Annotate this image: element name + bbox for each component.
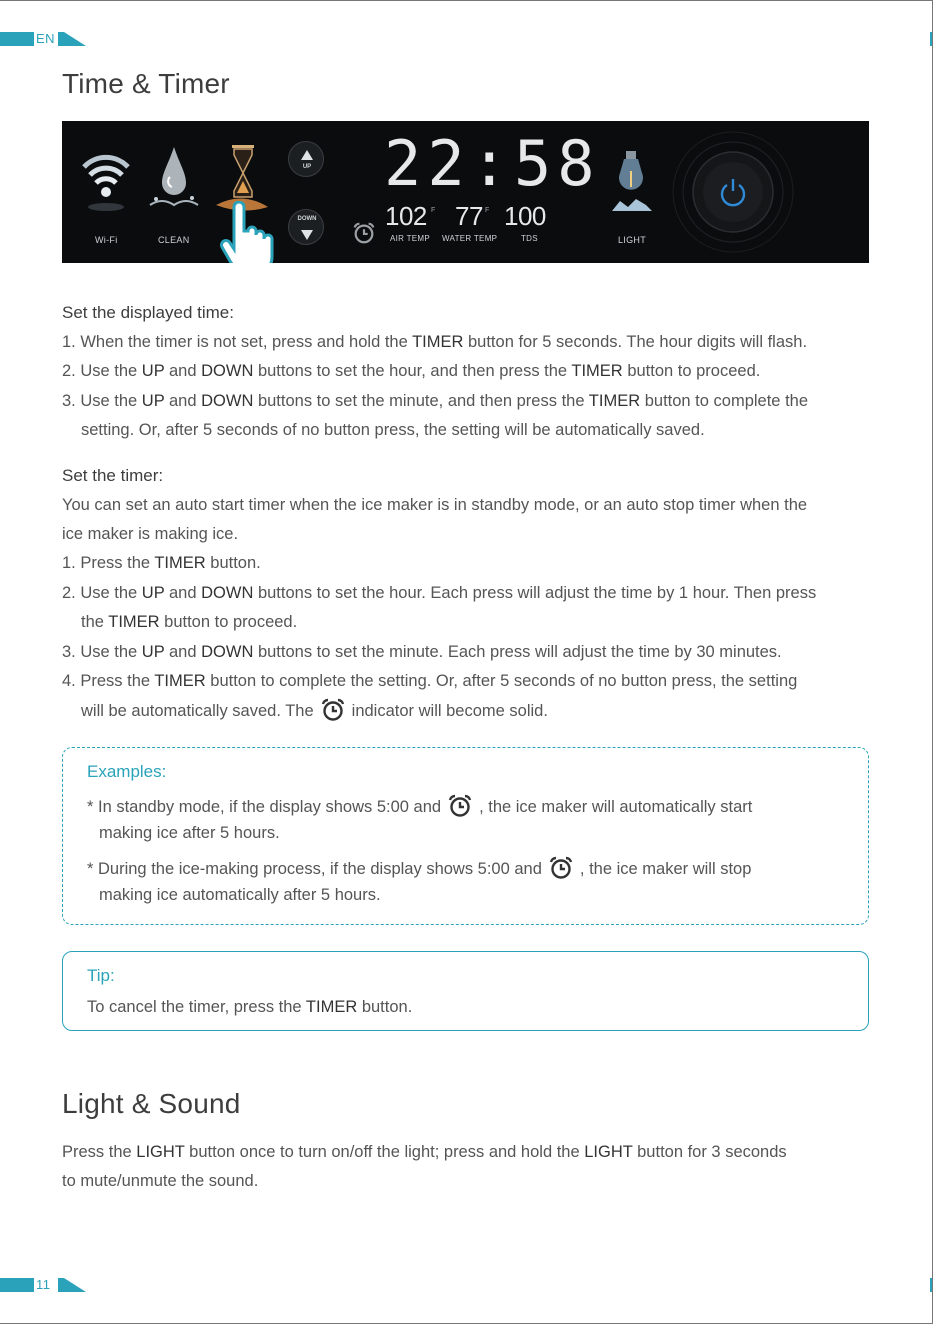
- down-keyword: DOWN: [201, 643, 254, 661]
- up-button: [288, 141, 324, 177]
- light-bulb-icon: [606, 149, 656, 219]
- step-text: buttons to set the minute, and then press the: [253, 392, 589, 410]
- step-text: buttons to set the hour. Each press will adjust the time by 1 hour. Then press: [253, 584, 817, 602]
- language-tab-wedge: [64, 32, 86, 46]
- body-text: button once to turn on/off the light; press and hold the: [184, 1143, 585, 1161]
- control-panel-image: [62, 121, 869, 263]
- language-tab-bar: [0, 32, 34, 46]
- page-number-tab-bar: [0, 1278, 34, 1292]
- alarm-clock-icon: [320, 697, 346, 723]
- examples-title: Examples:: [87, 762, 167, 781]
- language-tab-label: EN: [36, 31, 56, 46]
- down-keyword: DOWN: [201, 392, 254, 410]
- example-item-2: [87, 855, 751, 881]
- set-time-step-3-cont: setting. Or, after 5 seconds of no button press, the setting will be automatically saved.: [81, 421, 705, 439]
- step-text: button to complete the: [640, 392, 809, 410]
- step-text: button to proceed.: [159, 613, 298, 631]
- up-arrow-icon: [301, 150, 313, 160]
- light-keyword: LIGHT: [584, 1143, 633, 1161]
- water-temp-label: WATER TEMP: [442, 234, 498, 243]
- tip-title: Tip:: [87, 966, 115, 985]
- clean-label: CLEAN: [158, 235, 190, 245]
- up-button-label: UP: [302, 164, 312, 170]
- step-text: and: [164, 362, 202, 380]
- set-displayed-time-heading: Set the displayed time:: [62, 303, 234, 322]
- step-text: buttons to set the minute. Each press will adjust the time by 30 minutes.: [253, 643, 782, 661]
- step-text: button.: [205, 554, 261, 572]
- step-text: button to complete the setting. Or, after 5 seconds of no button press, the setting: [205, 672, 798, 690]
- light-sound-line-1: [62, 1138, 787, 1168]
- set-time-step-1: [62, 328, 807, 358]
- light-label: LIGHT: [618, 235, 647, 245]
- body-text: button for 3 seconds: [632, 1143, 787, 1161]
- down-button-label: DOWN: [297, 216, 317, 222]
- step-text: button for 5 seconds. The hour digits will flash.: [463, 333, 808, 351]
- wifi-label: Wi-Fi: [95, 235, 118, 245]
- example-text: * In standby mode, if the display shows 5:00 and: [87, 798, 442, 816]
- set-timer-step-2: [62, 579, 816, 609]
- down-keyword: DOWN: [201, 362, 254, 380]
- step-text: 3. Use the: [62, 392, 142, 410]
- timer-keyword: TIMER: [108, 613, 160, 631]
- section-title-time-timer: Time & Timer: [62, 68, 230, 99]
- step-text: indicator will become solid.: [351, 702, 548, 720]
- tip-text: [87, 998, 412, 1017]
- air-temp-unit: F: [431, 207, 436, 214]
- example-item-2-cont: making ice automatically after 5 hours.: [99, 886, 381, 904]
- timer-keyword: TIMER: [412, 333, 464, 351]
- tip-text-part: To cancel the timer, press the: [87, 998, 306, 1016]
- step-text: buttons to set the hour, and then press the: [253, 362, 572, 380]
- body-text: Press the: [62, 1143, 137, 1161]
- step-text: 1. When the timer is not set, press and hold the: [62, 333, 413, 351]
- set-timer-step-4: [62, 667, 797, 697]
- step-text: and: [164, 584, 202, 602]
- example-item-1-cont: making ice after 5 hours.: [99, 824, 280, 842]
- hand-pointer-icon: [218, 201, 276, 263]
- step-text: and: [164, 392, 202, 410]
- light-sound-line-2: to mute/unmute the sound.: [62, 1172, 259, 1190]
- down-keyword: DOWN: [201, 584, 254, 602]
- air-temp-value: 102: [385, 201, 427, 231]
- wifi-icon: [80, 145, 132, 215]
- down-arrow-icon: [301, 230, 313, 240]
- set-timer-step-3: [62, 638, 782, 668]
- step-text: 4. Press the: [62, 672, 155, 690]
- tds-label: TDS: [521, 234, 538, 243]
- set-timer-step-4-cont: [81, 697, 548, 727]
- power-icon: [717, 176, 749, 208]
- alarm-clock-icon: [447, 793, 473, 819]
- timer-keyword: TIMER: [154, 554, 206, 572]
- section-title-light-sound: Light & Sound: [62, 1088, 241, 1119]
- up-keyword: UP: [141, 362, 165, 380]
- edge-mark-bottom: [930, 1278, 932, 1292]
- water-temp-unit: F: [485, 207, 490, 214]
- set-timer-intro-1: You can set an auto start timer when the ice maker is in standby mode, or an auto stop timer when the: [62, 496, 808, 514]
- step-text: 1. Press the: [62, 554, 155, 572]
- set-timer-step-2-cont: [81, 608, 297, 638]
- step-text: will be automatically saved. The: [81, 702, 314, 720]
- timer-keyword: TIMER: [571, 362, 623, 380]
- air-temp-label: AIR TEMP: [390, 234, 431, 243]
- timer-keyword: TIMER: [305, 998, 358, 1016]
- step-text: 2. Use the: [62, 362, 142, 380]
- step-text: and: [164, 643, 202, 661]
- water-drop-icon: [146, 143, 202, 215]
- step-text: the: [81, 613, 109, 631]
- light-keyword: LIGHT: [136, 1143, 185, 1161]
- step-text: 2. Use the: [62, 584, 142, 602]
- page-border-top: [0, 0, 933, 1]
- water-temp-value: 77: [455, 201, 483, 231]
- page-number-tab: [0, 1278, 80, 1292]
- page-number-tab-wedge: [64, 1278, 86, 1292]
- example-text: , the ice maker will stop: [579, 860, 752, 878]
- step-text: 3. Use the: [62, 643, 142, 661]
- clock-display: 22:58: [384, 127, 601, 200]
- page-number: 11: [36, 1277, 51, 1292]
- timer-keyword: TIMER: [154, 672, 206, 690]
- set-timer-step-1: [62, 549, 261, 579]
- up-keyword: UP: [141, 392, 165, 410]
- tip-text-part: button.: [357, 998, 413, 1016]
- tip-box: [62, 951, 869, 1031]
- set-time-step-2: [62, 357, 760, 387]
- down-button: [288, 209, 324, 245]
- example-text: , the ice maker will automatically start: [479, 798, 753, 816]
- alarm-clock-icon: [548, 855, 574, 881]
- up-keyword: UP: [141, 643, 165, 661]
- up-keyword: UP: [141, 584, 165, 602]
- example-text: * During the ice-making process, if the display shows 5:00 and: [87, 860, 542, 878]
- timer-keyword: TIMER: [588, 392, 641, 410]
- set-timer-intro-2: ice maker is making ice.: [62, 525, 239, 543]
- tds-value: 100: [504, 201, 546, 231]
- edge-mark-top: [930, 32, 932, 46]
- language-tab: [0, 32, 80, 46]
- step-text: button to proceed.: [622, 362, 761, 380]
- example-item-1: [87, 793, 752, 819]
- set-time-step-3: [62, 387, 808, 417]
- set-timer-heading: Set the timer:: [62, 466, 164, 485]
- alarm-clock-icon: [352, 221, 376, 245]
